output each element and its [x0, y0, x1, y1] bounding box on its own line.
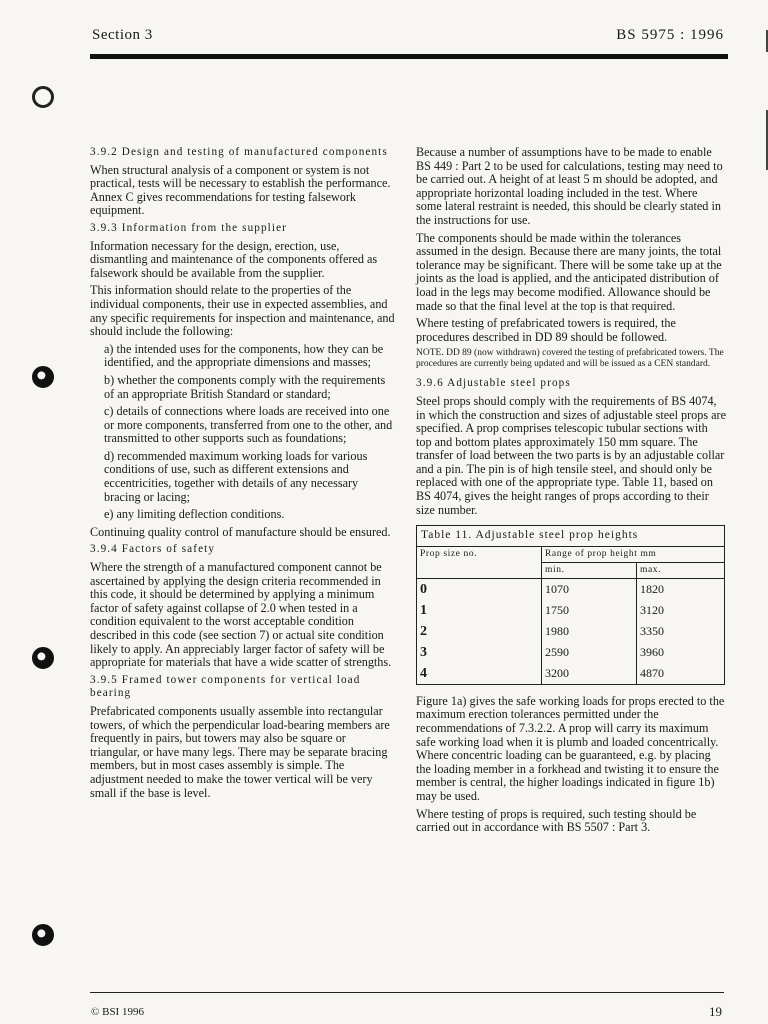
height-min: 1980: [542, 621, 637, 642]
prop-size: 0: [417, 578, 542, 600]
height-max: 3960: [637, 642, 725, 663]
list-item: e) any limiting deflection conditions.: [104, 507, 285, 522]
heading-3-9-3: 3.9.3 Information from the supplier: [90, 221, 287, 234]
column-header-min: min.: [542, 562, 637, 578]
footer-rule: [90, 992, 724, 993]
table-caption: Table 11. Adjustable steel prop heights: [417, 526, 725, 547]
heading-3-9-6: 3.9.6 Adjustable steel props: [416, 377, 571, 390]
note: NOTE. DD 89 (now withdrawn) covered the testing of prefabricated towers. The procedures are currently being updated and will be issued as a CEN standard.: [416, 348, 724, 370]
copyright: © BSI 1996: [91, 1006, 144, 1018]
prop-size: 3: [417, 642, 542, 663]
column-header-max: max.: [637, 562, 725, 578]
height-min: 1070: [542, 578, 637, 600]
standard-number: BS 5975 : 1996: [616, 27, 724, 43]
requirements-list: [90, 343, 396, 522]
punch-hole-icon: [32, 366, 54, 388]
paragraph: Information necessary for the design, erection, use, dismantling and maintenance of the components offered as falsework should be available from the supplier.: [90, 238, 378, 280]
table-row: [417, 600, 725, 621]
paragraph: Because a number of assumptions have to be made to enable BS 449 : Part 2 to be used for calculations, testing may need to be carried out. A height of at least 5 m should be adopted, and appropriate horizontal loading included in the test. Where some lateral restraint is needed, this should be clearly stated in the instructions for use.: [416, 145, 723, 227]
punch-hole-icon: [32, 924, 54, 946]
heading-3-9-4: 3.9.4 Factors of safety: [90, 543, 216, 556]
paragraph: Steel props should comply with the requirements of BS 4074, in which the construction and sizes of adjustable steel props are specified. A prop comprises telescopic tubular sections with top and bottom plates approximately 150 mm square. The transfer of load between the two parts is by an adjustable collar and a pin. The pin is of high tensile steel, and should only be replaced with one of the appropriate type. Table 11, based on BS 4074, gives the height ranges of props according to their size number.: [416, 393, 727, 517]
list-item: d) recommended maximum working loads for various conditions of use, such as different extensions and eccentricities, together with details of any necessary bracing or lacing;: [104, 448, 368, 504]
heading-3-9-5: 3.9.5 Framed tower components for vertical load bearing: [90, 673, 361, 700]
column-header-size: Prop size no.: [417, 546, 542, 578]
left-column: [90, 146, 396, 804]
paragraph: This information should relate to the properties of the individual components, their use in expected assemblies, and any specific requirements for inspection and maintenance, and should include the following:: [90, 283, 395, 339]
paragraph: Prefabricated components usually assemble into rectangular towers, of which the perpendicular load-bearing members are frequently in pairs, but towers may also be square or triangular, or have many legs. There may be separate bracing members, but in most cases assembly is simple. The adjustment needed to make the tower vertical will be very small if the base is level.: [90, 703, 390, 800]
paragraph: Where the strength of a manufactured component cannot be ascertained by applying the design criteria recommended in this code, it should be determined by applying a minimum factor of safety against collapse of 2.0 when tested in a condition equivalent to the worst acceptable condition described in this code (see section 7) or actual site condition likely to apply. An appreciably larger factor of safety will be appropriate for materials that have a wide scatter of strengths.: [90, 560, 392, 670]
heading-3-9-2: 3.9.2 Design and testing of manufactured components: [90, 146, 388, 158]
height-max: 3350: [637, 621, 725, 642]
height-max: 1820: [637, 578, 725, 600]
height-max: 3120: [637, 600, 725, 621]
table-row: [417, 621, 725, 642]
column-header-range: Range of prop height mm: [542, 546, 725, 562]
paragraph: Figure 1a) gives the safe working loads for props erected to the maximum erection tolerances permitted under the recommendations of 7.3.2.2. A prop will carry its maximum safe working load when it is plumb and loaded concentrically. Where concentric loading can be guaranteed, e.g. by placing the loading member in a forkhead and twisting it to ensure the member is central, the higher loadings indicated in figure 1b) may be used.: [416, 693, 725, 803]
height-min: 3200: [542, 663, 637, 685]
list-item: b) whether the components comply with the requirements of an appropriate British Standard or standard;: [104, 372, 386, 401]
paragraph: When structural analysis of a component or system is not practical, tests will be necessary to establish the performance. Annex C gives recommendations for testing falsework equipment.: [90, 162, 391, 218]
right-column: [416, 146, 726, 839]
list-item: c) details of connections where loads are received into one or more components, transferred from one to the other, and transmitted to other supports such as foundations;: [104, 404, 393, 446]
paragraph: Where testing of props is required, such testing should be carried out in accordance with BS 5507 : Part 3.: [416, 806, 697, 835]
header-rule: [90, 54, 728, 59]
table-row: [417, 578, 725, 600]
punch-hole-icon: [32, 647, 54, 669]
height-min: 2590: [542, 642, 637, 663]
prop-size: 2: [417, 621, 542, 642]
prop-size: 4: [417, 663, 542, 685]
table-11: [416, 525, 725, 685]
list-item: a) the intended uses for the components, how they can be identified, and the appropriate dimensions and masses;: [104, 341, 384, 370]
height-max: 4870: [637, 663, 725, 685]
table-row: [417, 642, 725, 663]
paragraph: Continuing quality control of manufacture should be ensured.: [90, 524, 391, 539]
height-min: 1750: [542, 600, 637, 621]
paragraph: Where testing of prefabricated towers is required, the procedures described in DD 89 should be followed.: [416, 316, 676, 344]
paragraph: The components should be made within the tolerances assumed in the design. Because there are many joints, the total tolerance may be significant. There will be some take up at the joints as the load is applied, and the anticipated distribution of load in the legs may become modified. Allowance should be made so that the final level at the top is that required.: [416, 230, 722, 313]
prop-size: 1: [417, 600, 542, 621]
section-label: Section 3: [92, 27, 153, 43]
punch-hole-icon: [32, 86, 54, 108]
page-number: 19: [709, 1004, 722, 1019]
table-row: [417, 663, 725, 685]
